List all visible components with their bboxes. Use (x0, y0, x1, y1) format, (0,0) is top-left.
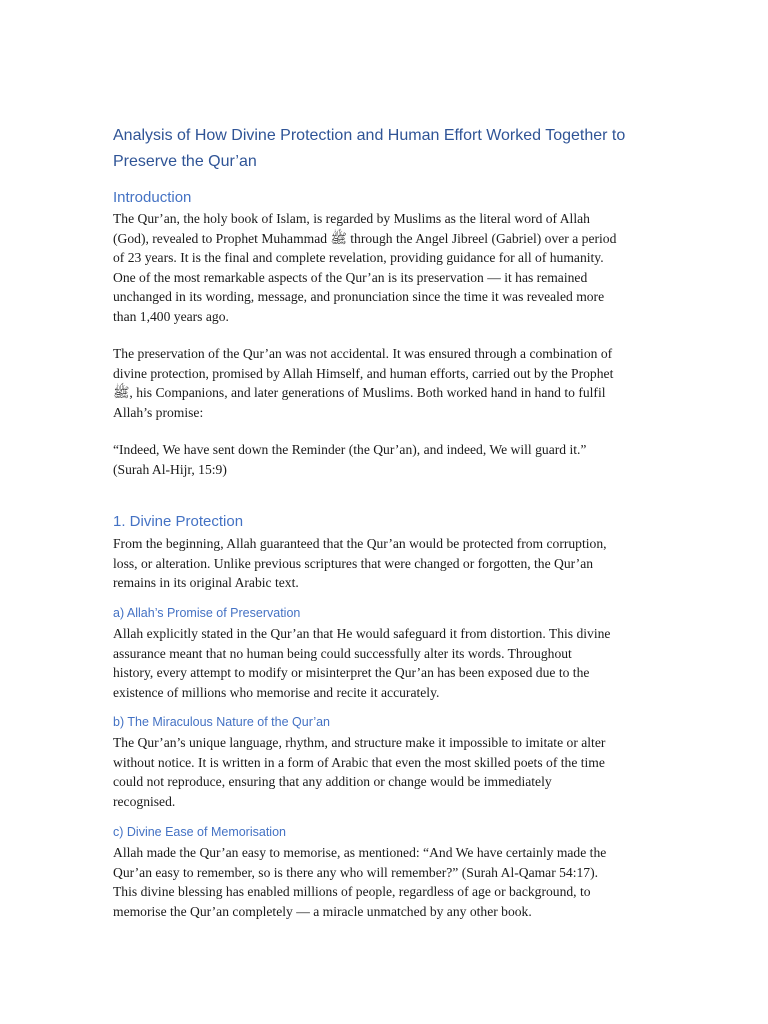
introduction-paragraph-2 (113, 344, 658, 422)
document-title (113, 123, 658, 175)
text-line: recognised. (113, 793, 176, 809)
text-line: This divine blessing has enabled millions of people, regardless of age or background, to (113, 884, 591, 899)
text-line: Allah made the Qur’an easy to memorise, as mentioned: “And We have certainly made the (113, 845, 607, 860)
text-line: Allah’s promise: (113, 404, 204, 420)
text-line: “Indeed, We have sent down the Reminder (the Qur’an), and indeed, We will guard it.” (113, 442, 587, 457)
subsection-b-heading: b) The Miraculous Nature of the Qur’an (113, 715, 331, 729)
text-line: than 1,400 years ago. (113, 308, 229, 324)
divine-protection-heading: 1. Divine Protection (113, 513, 244, 530)
text-line: divine protection, promised by Allah Himself, and human efforts, carried out by the Prophet (113, 365, 614, 381)
subsection-c-heading: c) Divine Ease of Memorisation (113, 825, 286, 839)
text-line: assurance meant that no human being could successfully alter its words. Throughout (113, 645, 572, 661)
text-line: history, every attempt to modify or misinterpret the Qur’an has been exposed due to the (113, 665, 590, 680)
text-line: loss, or alteration. Unlike previous scriptures that were changed or forgotten, the Qur’an (113, 555, 594, 571)
subsection-a-heading: a) Allah’s Promise of Preservation (113, 606, 301, 620)
divine-protection-paragraph (113, 534, 658, 593)
subsection-b-paragraph (113, 733, 658, 811)
text-line: (Surah Al-Hijr, 15:9) (113, 461, 227, 477)
text-line: ﷺ, his Companions, and later generations of Muslims. Both worked hand in hand to fulfil (113, 385, 606, 400)
title-line: Analysis of How Divine Protection and Human Effort Worked Together to (113, 127, 626, 144)
text-line: The preservation of the Qur’an was not accidental. It was ensured through a combination of (113, 346, 613, 361)
text-line: without notice. It is written in a form of Arabic that even the most skilled poets of the time (113, 754, 605, 770)
text-line: From the beginning, Allah guaranteed that the Qur’an would be protected from corruption, (113, 536, 607, 551)
text-line: Qur’an easy to remember, so is there any who will remember?” (Surah Al-Qamar 54:17). (113, 864, 599, 880)
text-line: memorise the Qur’an completely — a miracle unmatched by any other book. (113, 903, 532, 919)
text-line: One of the most remarkable aspects of the Qur’an is its preservation — it has remained (113, 269, 588, 285)
text-line: (God), revealed to Prophet Muhammad ﷺ through the Angel Jibreel (Gabriel) over a period (113, 230, 617, 246)
introduction-heading: Introduction (113, 189, 192, 206)
text-line: of 23 years. It is the final and complete revelation, providing guidance for all of humanity. (113, 250, 604, 265)
text-line: The Qur’an’s unique language, rhythm, and structure make it impossible to imitate or alter (113, 735, 606, 750)
text-line: could not reproduce, ensuring that any addition or change would be immediately (113, 774, 552, 789)
subsection-c-paragraph (113, 843, 658, 921)
text-line: The Qur’an, the holy book of Islam, is regarded by Muslims as the literal word of Allah (113, 211, 590, 226)
text-line: remains in its original Arabic text. (113, 575, 299, 590)
subsection-a-paragraph (113, 624, 658, 702)
text-line: Allah explicitly stated in the Qur’an that He would safeguard it from distortion. This divine (113, 626, 611, 641)
text-line: existence of millions who memorise and recite it accurately. (113, 684, 440, 700)
quran-quote (113, 440, 658, 479)
introduction-paragraph-1 (113, 209, 658, 326)
title-line: Preserve the Qur’an (113, 153, 257, 170)
text-line: unchanged in its wording, message, and pronunciation since the time it was revealed more (113, 289, 605, 304)
